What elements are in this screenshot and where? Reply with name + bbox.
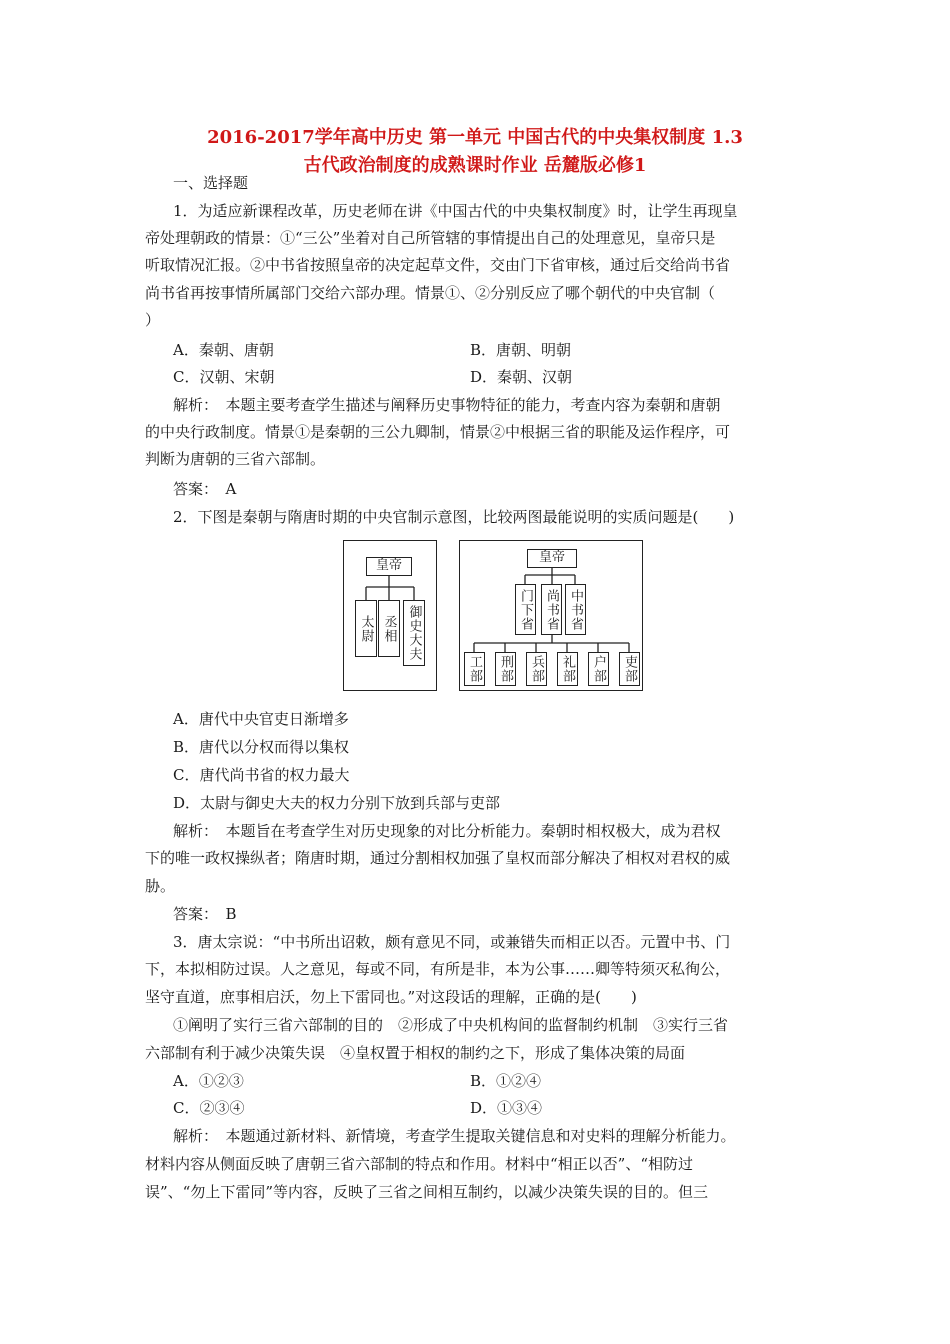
q1-line: 听取情况汇报。②中书省按照皇帝的决定起草文件，交由门下省审核，通过后交给尚书省: [145, 256, 731, 274]
q2-option-b: B．唐代以分权而得以集权: [173, 738, 350, 756]
q1-line: 帝处理朝政的情景：①“三公”坐着对自己所管辖的事情提出自己的处理意见，皇帝只是: [145, 229, 716, 247]
qin-official-box: 御史大夫: [403, 600, 425, 666]
tang-emperor-box: 皇帝: [527, 549, 577, 568]
q2-option-c: C．唐代尚书省的权力最大: [173, 766, 350, 784]
q3-option-d: D．①③④: [470, 1099, 543, 1117]
tang-province-box: 尚书省: [541, 584, 562, 635]
q3-line: 3．唐太宗说：“中书所出诏敕，颇有意见不同，或兼错失而相正以否。元置中书、门: [173, 933, 731, 951]
q1-analysis-line: 解析： 本题主要考查学生描述与阐释历史事物特征的能力，考查内容为秦朝和唐朝: [173, 396, 721, 414]
qin-official-box: 太尉: [355, 600, 377, 657]
q3-option-c: C．②③④: [173, 1099, 245, 1117]
q2-stem: 2．下图是秦朝与隋唐时期的中央官制示意图，比较两图最能说明的实质问题是( ): [173, 508, 735, 526]
q2-analysis-line: 胁。: [145, 877, 176, 895]
q1-option-d: D．秦朝、汉朝: [470, 368, 573, 386]
q3-line: ①阐明了实行三省六部制的目的 ②形成了中央机构间的监督制约机制 ③实行三省: [173, 1016, 729, 1034]
q1-line: 尚书省再按事情所属部门交给六部办理。情景①、②分别反应了哪个朝代的中央官制（: [145, 284, 716, 302]
tang-ministry-box: 户部: [588, 652, 609, 686]
q2-analysis-line: 下的唯一政权操纵者；隋唐时期，通过分割相权加强了皇权而部分解决了相权对君权的威: [145, 849, 731, 867]
tang-ministry-box: 刑部: [495, 652, 516, 686]
section-heading: 一、选择题: [173, 174, 249, 192]
title-line-1: 2016-2017学年高中历史 第一单元 中国古代的中央集权制度 1.3: [207, 127, 743, 148]
qin-emperor-box: 皇帝: [366, 557, 412, 576]
q2-option-a: A．唐代中央官吏日渐增多: [173, 710, 349, 728]
q1-option-b: B．唐朝、明朝: [470, 341, 572, 359]
q2-answer: 答案： B: [173, 905, 237, 923]
title-line-2: 古代政治制度的成熟课时作业 岳麓版必修1: [303, 155, 647, 176]
q3-option-b: B．①②④: [470, 1072, 542, 1090]
qin-official-box: 丞相: [378, 600, 400, 657]
q3-analysis-line: 误”、“勿上下雷同”等内容，反映了三省之间相互制约，以减少决策失误的目的。但三: [145, 1183, 709, 1201]
tang-province-box: 中书省: [565, 584, 586, 635]
q3-line: 坚守直道，庶事相启沃，勿上下雷同也。”对这段话的理解，正确的是( ): [145, 988, 637, 1006]
q3-line: 下，本拟相防过误。人之意见，每或不同，有所是非，本为公事……卿等特须灭私徇公，: [145, 960, 731, 978]
tang-ministry-box: 礼部: [557, 652, 578, 686]
q1-option-c: C．汉朝、宋朝: [173, 368, 275, 386]
q2-analysis-line: 解析： 本题旨在考查学生对历史现象的对比分析能力。秦朝时相权极大，成为君权: [173, 822, 721, 840]
q2-option-d: D．太尉与御史大夫的权力分别下放到兵部与吏部: [173, 794, 501, 812]
tang-province-box: 门下省: [515, 584, 536, 635]
tang-ministry-box: 吏部: [619, 652, 640, 686]
q1-option-a: A．秦朝、唐朝: [173, 341, 274, 359]
q1-analysis-line: 判断为唐朝的三省六部制。: [145, 450, 326, 468]
q1-analysis-line: 的中央行政制度。情景①是秦朝的三公九卿制，情景②中根据三省的职能及运作程序，可: [145, 423, 731, 441]
q1-line: ）: [145, 311, 161, 329]
tang-ministry-box: 兵部: [526, 652, 547, 686]
q3-option-a: A．①②③: [173, 1072, 244, 1090]
q1-line: 1．为适应新课程改革，历史老师在讲《中国古代的中央集权制度》时，让学生再现皇: [173, 202, 738, 220]
q3-analysis-line: 解析： 本题通过新材料、新情境，考查学生提取关键信息和对史料的理解分析能力。: [173, 1127, 736, 1145]
q3-line: 六部制有利于减少决策失误 ④皇权置于相权的制约之下，形成了集体决策的局面: [145, 1044, 686, 1062]
q1-answer: 答案： A: [173, 480, 237, 498]
tang-ministry-box: 工部: [464, 652, 485, 686]
q3-analysis-line: 材料内容从侧面反映了唐朝三省六部制的特点和作用。材料中“相正以否”、“相防过: [145, 1155, 694, 1173]
